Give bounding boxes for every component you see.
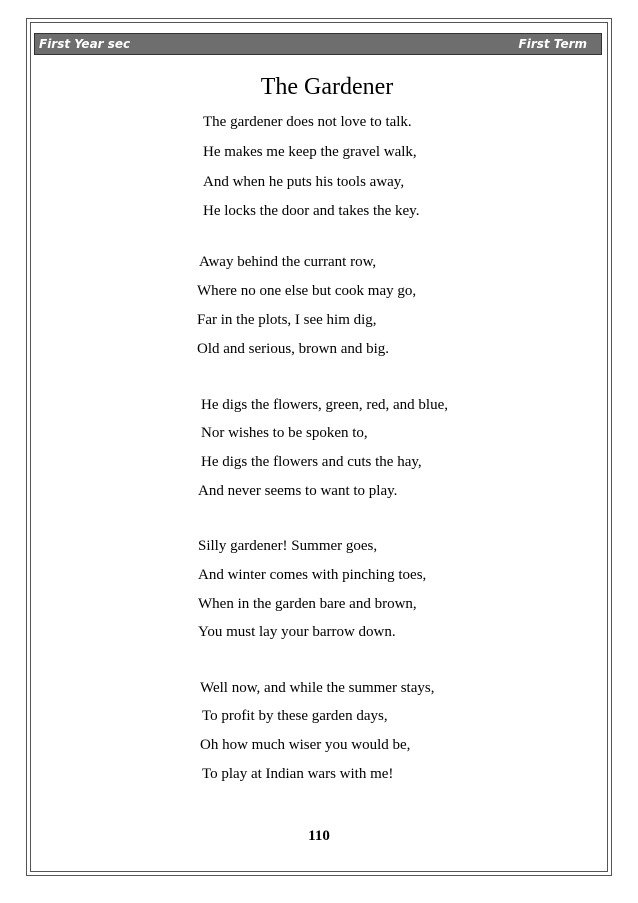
header-bar xyxy=(34,33,602,55)
header-right-label: First Term xyxy=(518,37,587,51)
poem-line: And winter comes with pinching toes, xyxy=(198,567,427,583)
poem-line: He locks the door and takes the key. xyxy=(203,203,420,219)
poem-line: The gardener does not love to talk. xyxy=(203,114,412,130)
poem-line: Away behind the currant row, xyxy=(199,254,377,270)
poem-line: To play at Indian wars with me! xyxy=(202,766,394,782)
poem-line: He makes me keep the gravel walk, xyxy=(203,144,417,160)
poem-line: Old and serious, brown and big. xyxy=(197,341,390,357)
poem-line: Nor wishes to be spoken to, xyxy=(201,425,368,441)
poem-line: Far in the plots, I see him dig, xyxy=(197,312,377,328)
poem-line: He digs the flowers, green, red, and blue, xyxy=(201,397,449,413)
poem-line: Well now, and while the summer stays, xyxy=(200,680,435,696)
poem-line: And when he puts his tools away, xyxy=(203,174,405,190)
poem-title: The Gardener xyxy=(260,74,394,100)
poem-line: And never seems to want to play. xyxy=(198,483,398,499)
poem-line: Silly gardener! Summer goes, xyxy=(198,538,378,554)
poem-line: Where no one else but cook may go, xyxy=(197,283,417,299)
poem-line: To profit by these garden days, xyxy=(202,708,388,724)
poem-line: Oh how much wiser you would be, xyxy=(200,737,411,753)
poem-line: You must lay your barrow down. xyxy=(198,624,396,640)
page-number: 110 xyxy=(308,828,330,844)
poem-line: He digs the flowers and cuts the hay, xyxy=(201,454,422,470)
poem-line: When in the garden bare and brown, xyxy=(198,596,417,612)
header-left-label: First Year sec xyxy=(39,37,131,51)
